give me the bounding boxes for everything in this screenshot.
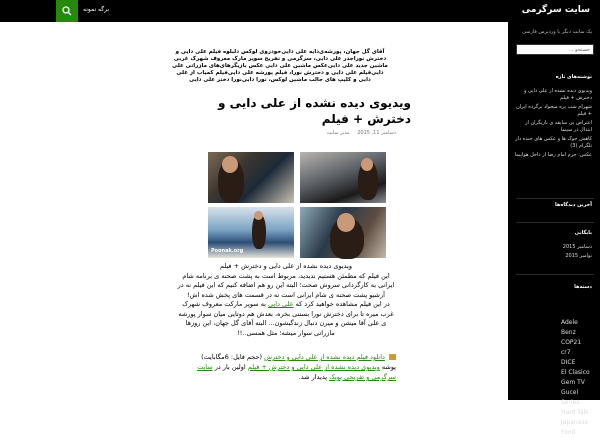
photo-3 — [208, 207, 294, 258]
tag-item[interactable]: COP21 — [561, 339, 582, 346]
post-meta — [276, 130, 396, 136]
sidebar — [508, 22, 600, 436]
search-input[interactable]: جستجو ... — [516, 44, 594, 55]
post-body — [176, 262, 396, 338]
download-icon — [389, 354, 396, 360]
tag-list — [516, 318, 594, 438]
site-link[interactable]: سایت سرگرمی و تفریحی پویک — [197, 363, 396, 381]
divider — [516, 274, 594, 275]
left-margin — [0, 22, 56, 400]
paragraph-1: این فیلم که مطمئن هستیم ندیدید، مربوط است به پشت صحنه ی برنامه شام ایرانی به کارگردانی سروش صحت؛ البته این رو هم اضافه کنیم که این فیلم نه در آرشیو پشت صحنه ی شام ایرانی است نه در قسمت های پخش شده اش! — [177, 271, 395, 299]
search-toggle-button[interactable] — [56, 0, 78, 22]
archive-item[interactable]: دسامبر 2015 — [562, 244, 592, 250]
post-intro-keywords: آقای گل جهان، پورشه‌ی‌دایه علی دایی‌خودروی لوکس دلبلوه فیلم علی دایی و دخترش نورا‌جذر علی دایی، سرگرمی و تفریح سوپر مارک معروف شهرک غربی ماشین جدید علی دایی‌عکس ماشین علی دایی عکس بازیگرها‌ی‌های مازراتی علی دایی‌فیلم علی دایی و دخترش نورا، فیلم پورشه علی دایی‌فیلم کمیاب از علی دایی و کلیپ های جالب ماشین لوکس، نورا دایی‌نورا دختر علی دایی — [172, 49, 388, 83]
tag-item[interactable]: Adele — [561, 319, 578, 326]
site-tagline: یک سایت دیگر با وردپرس فارسی — [522, 29, 592, 35]
paragraph-2: در این فیلم مشاهده خواهید کرد که علی دایی به سوپر مارکت معروف شهرک غرب میره تا برای دخترش نورا بستنی بخره، بعدش هم دوتایی میان سوار پورشه ی علی آقا میشن و میرن دنبال زندگیشون... البته آقای گل جهان، این روزها مازراتی سوار میشه؛ مثل همسی..!! — [178, 300, 394, 337]
download-size: (حجم فایل: 6مگابایت) — [201, 353, 263, 361]
tag-item[interactable]: Benz — [561, 329, 576, 336]
post-title[interactable]: ویدیوی دیده نشده از علی دایی و دخترش + فیلم — [217, 96, 411, 126]
archives-list — [514, 244, 592, 262]
tag-item[interactable]: cr7 — [561, 349, 571, 356]
watermark: Poonak.org — [211, 248, 244, 254]
tag-item[interactable]: Japanese Food — [561, 419, 589, 436]
download-link[interactable]: دانلود فیلم دیده نشده از علی دایی و دخترش — [264, 353, 385, 361]
sample-page-link[interactable]: برگه نمونه — [83, 6, 110, 13]
search-icon — [62, 6, 72, 16]
recent-post-item[interactable]: ویدیوی دیده نشده از علی دایی و دخترش + فیلم — [523, 88, 592, 101]
ali-daei-link[interactable]: علی دایی — [268, 300, 294, 308]
download-section: دانلود فیلم دیده نشده از علی دایی و دخترش (حجم فایل: 6مگابایت) پوشه ویدیوی دیده نشده از علی دایی و دخترش + فیلم اولین بار در سایت سرگرمی و تفریحی پویک پدیدار شد. — [197, 353, 396, 381]
tag-item[interactable]: Hard Talk — [561, 409, 589, 416]
recent-post-item[interactable]: عکس: جرم امام رضا از داخل هواپیما — [514, 152, 592, 158]
tag-item[interactable]: Gem TV — [561, 379, 585, 386]
post-date[interactable]: دسامبر 11, 2015 — [357, 130, 396, 136]
tag-item[interactable]: El Clasico — [561, 369, 590, 376]
recent-post-item[interactable]: اعتراض بی سابقه ی بازیگران از ابتذال در سینما — [525, 120, 592, 133]
divider — [516, 222, 594, 223]
categories-title: دسته‌ها — [574, 284, 592, 290]
archive-item[interactable]: نوامبر 2015 — [565, 253, 592, 259]
site-title[interactable]: سایت سرگرمی — [521, 5, 590, 15]
archives-title: بایگانی — [574, 230, 592, 236]
divider — [516, 198, 594, 199]
photo-2 — [300, 152, 386, 203]
photo-4 — [300, 207, 386, 258]
post-author[interactable]: مدیر سایت — [326, 130, 350, 136]
original-post-link[interactable]: ویدیوی دیده نشده از علی دایی و دخترش + فیلم — [247, 363, 380, 371]
recent-comments-title: آخرین دیدگاه‌ها — [555, 202, 592, 208]
photo-1 — [208, 152, 294, 203]
tag-item[interactable]: Gucel Series — [561, 389, 580, 406]
main-content — [56, 22, 508, 400]
recent-posts-list — [514, 88, 592, 161]
recent-posts-title: نوشته‌های تازه — [555, 74, 592, 80]
recent-post-item[interactable]: کاهش جوک ها و عکس های خنده دار تلگرام (3) — [515, 136, 592, 149]
photo-caption: ویدیوی دیده نشده از علی دایی و دخترش + فیلم — [219, 262, 352, 270]
tag-item[interactable]: DICE — [561, 359, 576, 366]
recent-post-item[interactable]: شهرام شب پره میخواد برگرده ایران + فیلم — [516, 104, 592, 117]
photo-collage — [208, 152, 386, 260]
top-bar — [0, 0, 600, 22]
